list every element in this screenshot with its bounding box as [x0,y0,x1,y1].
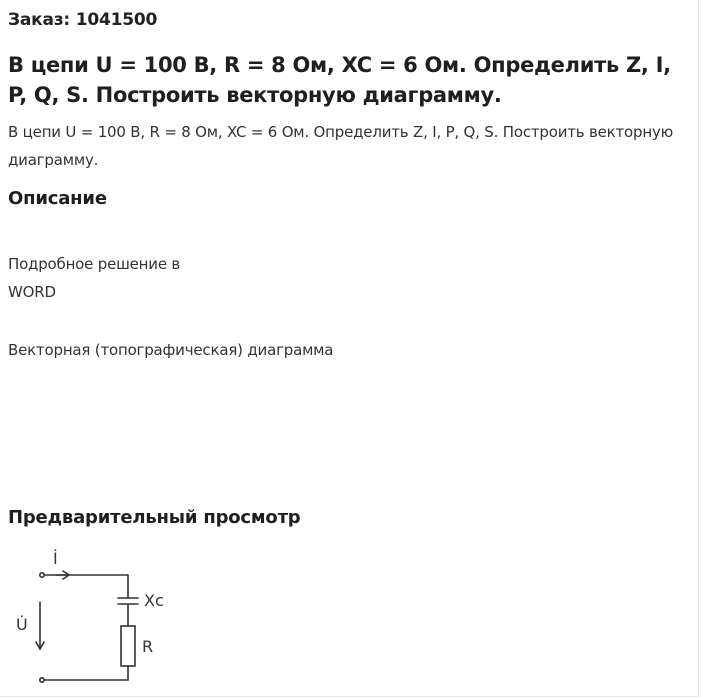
order-number: Заказ: 1041500 [8,10,158,30]
resistor-box [121,626,135,666]
description-line-solution: Подробное решение в [8,255,181,273]
current-label: İ [53,549,58,568]
problem-text: В цепи U = 100 В, R = 8 Ом, XC = 6 Ом. Определить Z, I, P, Q, S. Построить векторную диаграмму. [8,123,674,169]
preview-heading: Предварительный просмотр [8,507,301,528]
problem-title: В цепи U = 100 В, R = 8 Ом, XC = 6 Ом. Определить Z, I, P, Q, S. Построить векторную диаграмму. [8,53,671,107]
resistor-label: R [142,637,154,656]
circuit-diagram [10,540,190,690]
description-line-word: WORD [8,283,56,301]
voltage-label: U̇ [16,615,28,634]
description-heading: Описание [8,188,107,209]
circuit-preview-image [10,540,190,690]
capacitor-label: Xc [144,591,164,610]
description-line-diagram: Векторная (топографическая) диаграмма [8,341,334,359]
terminal-bottom [40,678,44,682]
